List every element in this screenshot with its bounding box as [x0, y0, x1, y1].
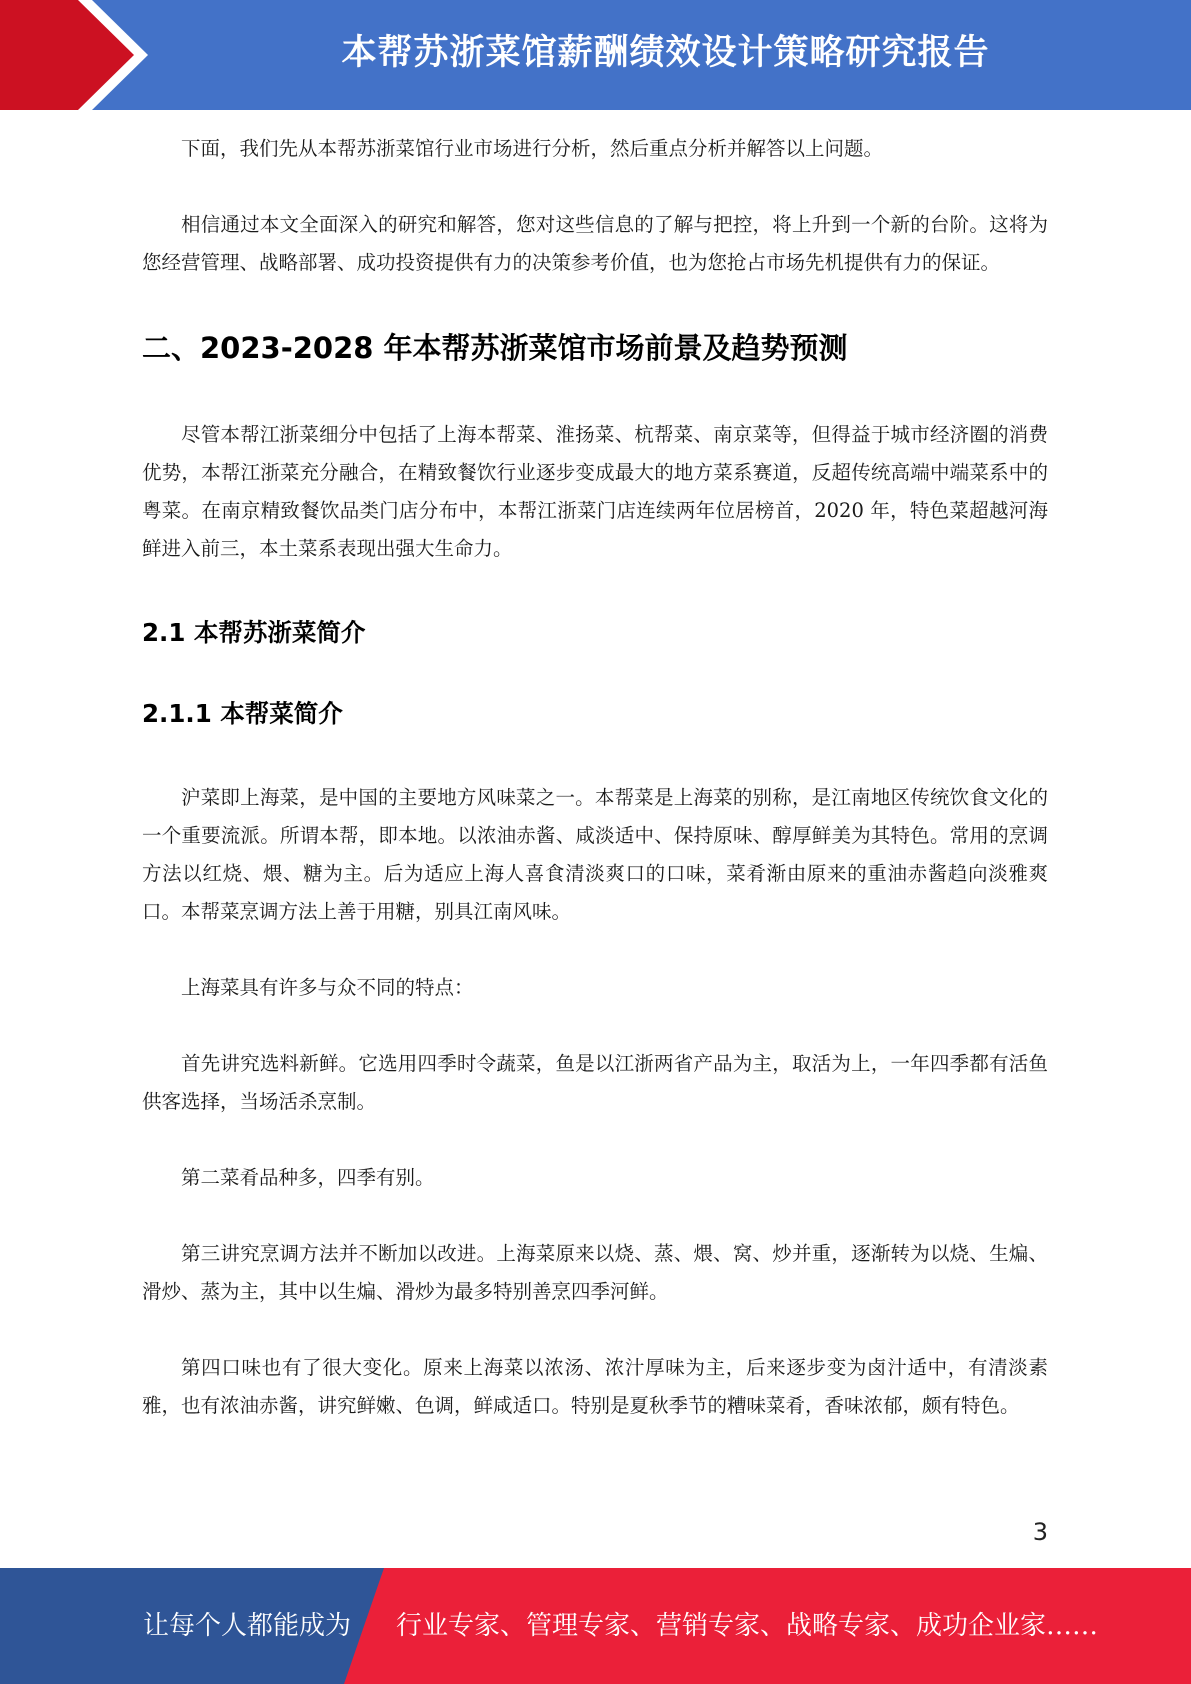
feature-3-paragraph: 第三讲究烹调方法并不断加以改进。上海菜原来以烧、蒸、煨、窝、炒并重，逐渐转为以烧、生煸、滑炒、蒸为主，其中以生煸、滑炒为最多特别善烹四季河鲜。	[142, 1242, 1048, 1303]
section-2-1-1-heading: 2.1.1 本帮菜简介	[142, 699, 343, 728]
intro-paragraph-1: 下面，我们先从本帮苏浙菜馆行业市场进行分析，然后重点分析并解答以上问题。	[181, 137, 884, 160]
section-2-heading: 二、2023-2028 年本帮苏浙菜馆市场前景及趋势预测	[142, 331, 848, 365]
footer-slogan-right: 行业专家、管理专家、营销专家、战略专家、成功企业家……	[396, 1611, 1099, 1641]
section-2-paragraph: 尽管本帮江浙菜细分中包括了上海本帮菜、淮扬菜、杭帮菜、南京菜等，但得益于城市经济圈的消费优势，本帮江浙菜充分融合，在精致餐饮行业逐步变成最大的地方菜系赛道，反超传统高端中端菜系中的粤菜。在南京精致餐饮品类门店分布中，本帮江浙菜门店连续两年位居榜首，2020 年，特色菜超越河海鲜进入前三，本土菜系表现出强大生命力。	[142, 423, 1048, 560]
feature-1-paragraph: 首先讲究选料新鲜。它选用四季时令蔬菜，鱼是以江浙两省产品为主，取活为上，一年四季都有活鱼供客选择，当场活杀烹制。	[142, 1052, 1048, 1113]
intro-paragraph-2: 相信通过本文全面深入的研究和解答，您对这些信息的了解与把控，将上升到一个新的台阶。这将为您经营管理、战略部署、成功投资提供有力的决策参考价值，也为您抢占市场先机提供有力的保证。	[142, 213, 1048, 274]
document-title: 本帮苏浙菜馆薪酬绩效设计策略研究报告	[341, 33, 990, 73]
feature-4-paragraph: 第四口味也有了很大变化。原来上海菜以浓汤、浓汁厚味为主，后来逐步变为卤汁适中，有清淡素雅，也有浓油赤酱，讲究鲜嫩、色调，鲜咸适口。特别是夏秋季节的糟味菜肴，香味浓郁，颇有特色。	[142, 1356, 1048, 1417]
features-lead-paragraph: 上海菜具有许多与众不同的特点：	[181, 976, 474, 999]
section-2-1-heading: 2.1 本帮苏浙菜简介	[142, 618, 366, 647]
page-number: 3	[1032, 1518, 1048, 1546]
page-header	[0, 0, 1191, 110]
benbang-intro-paragraph: 沪菜即上海菜，是中国的主要地方风味菜之一。本帮菜是上海菜的别称，是江南地区传统饮食文化的一个重要流派。所谓本帮，即本地。以浓油赤酱、咸淡适中、保持原味、醇厚鲜美为其特色。常用的烹调方法以红烧、煨、糖为主。后为适应上海人喜食清淡爽口的口味，菜肴渐由原来的重油赤酱趋向淡雅爽口。本帮菜烹调方法上善于用糖，别具江南风味。	[142, 786, 1048, 923]
page-content	[142, 130, 1048, 1425]
page-footer	[0, 1568, 1191, 1684]
footer-slogan-left: 让每个人都能成为	[143, 1611, 352, 1641]
header-red-chevron	[0, 0, 160, 110]
feature-2-paragraph: 第二菜肴品种多，四季有别。	[181, 1166, 435, 1189]
